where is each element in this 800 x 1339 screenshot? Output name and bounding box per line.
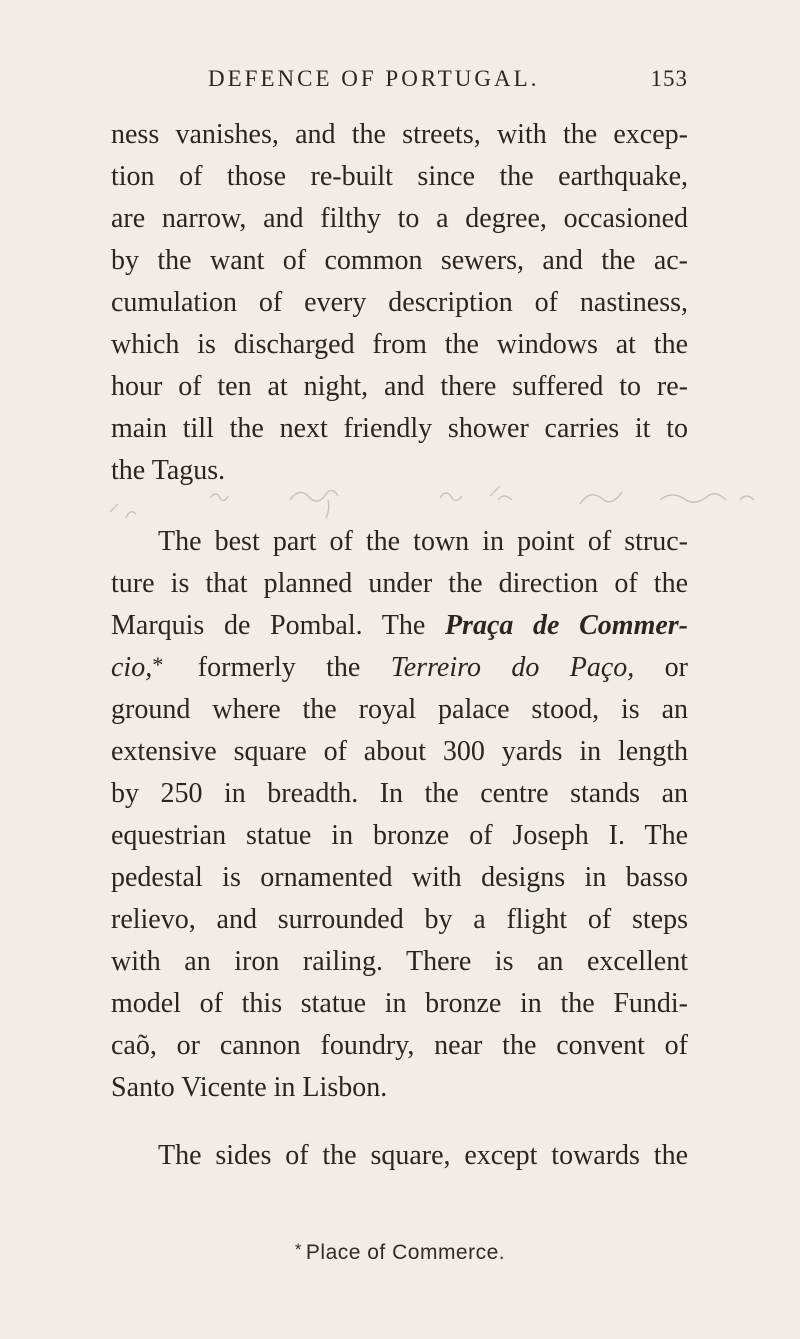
footnote — [0, 1241, 800, 1265]
text-line: by the want of common sewers, and the ac- — [111, 245, 688, 276]
text-line: are narrow, and filthy to a degree, occasioned — [111, 203, 688, 234]
italic-term-praca: Praça de Commer- — [444, 610, 688, 641]
text-line-last: the Tagus. — [111, 455, 226, 486]
italic-term-cio: cio, — [111, 652, 153, 683]
text-run: formerly the — [167, 652, 391, 683]
text-line: extensive square of about 300 yards in length — [111, 736, 688, 767]
text-line — [111, 606, 688, 646]
text-line: The sides of the square, except towards the — [158, 1140, 688, 1171]
text-line-last: Santo Vicente in Lisbon. — [111, 1072, 388, 1103]
text-line: with an iron railing. There is an excellent — [111, 946, 688, 977]
text-line: cumulation of every description of nastiness, — [111, 287, 688, 318]
text-line: main till the next friendly shower carries it to — [111, 413, 688, 444]
text-line: which is discharged from the windows at the — [111, 329, 688, 360]
text-run: or — [634, 652, 689, 683]
page-number: 153 — [650, 66, 688, 91]
text-line: hour of ten at night, and there suffered to re- — [111, 371, 688, 402]
text-line: caõ, or cannon foundry, near the convent of — [111, 1030, 688, 1061]
text-line — [111, 648, 688, 689]
text-line: The best part of the town in point of struc- — [158, 526, 688, 557]
text-line: relievo, and surrounded by a flight of steps — [111, 904, 688, 935]
text-line: tion of those re-built since the earthquake, — [111, 161, 688, 192]
footnote-mark: * — [294, 1240, 302, 1259]
footnote-reference[interactable]: * — [152, 652, 164, 677]
text-line: by 250 in breadth. In the centre stands an — [111, 778, 688, 809]
text-line: model of this statue in bronze in the Fundi- — [111, 988, 688, 1019]
text-line: equestrian statue in bronze of Joseph I. The — [111, 820, 688, 851]
running-head: DEFENCE OF PORTUGAL. — [208, 66, 540, 91]
text-line: pedestal is ornamented with designs in basso — [111, 862, 688, 893]
footnote-text: Place of Commerce. — [305, 1241, 506, 1264]
italic-term-terreiro: Terreiro do Paço, — [390, 652, 635, 683]
text-line: ture is that planned under the direction of the — [111, 568, 688, 599]
text-line: ness vanishes, and the streets, with the excep- — [111, 119, 688, 150]
page-header — [208, 66, 688, 106]
text-line: ground where the royal palace stood, is an — [111, 694, 688, 725]
text-run: Marquis de Pombal. The — [111, 610, 445, 641]
